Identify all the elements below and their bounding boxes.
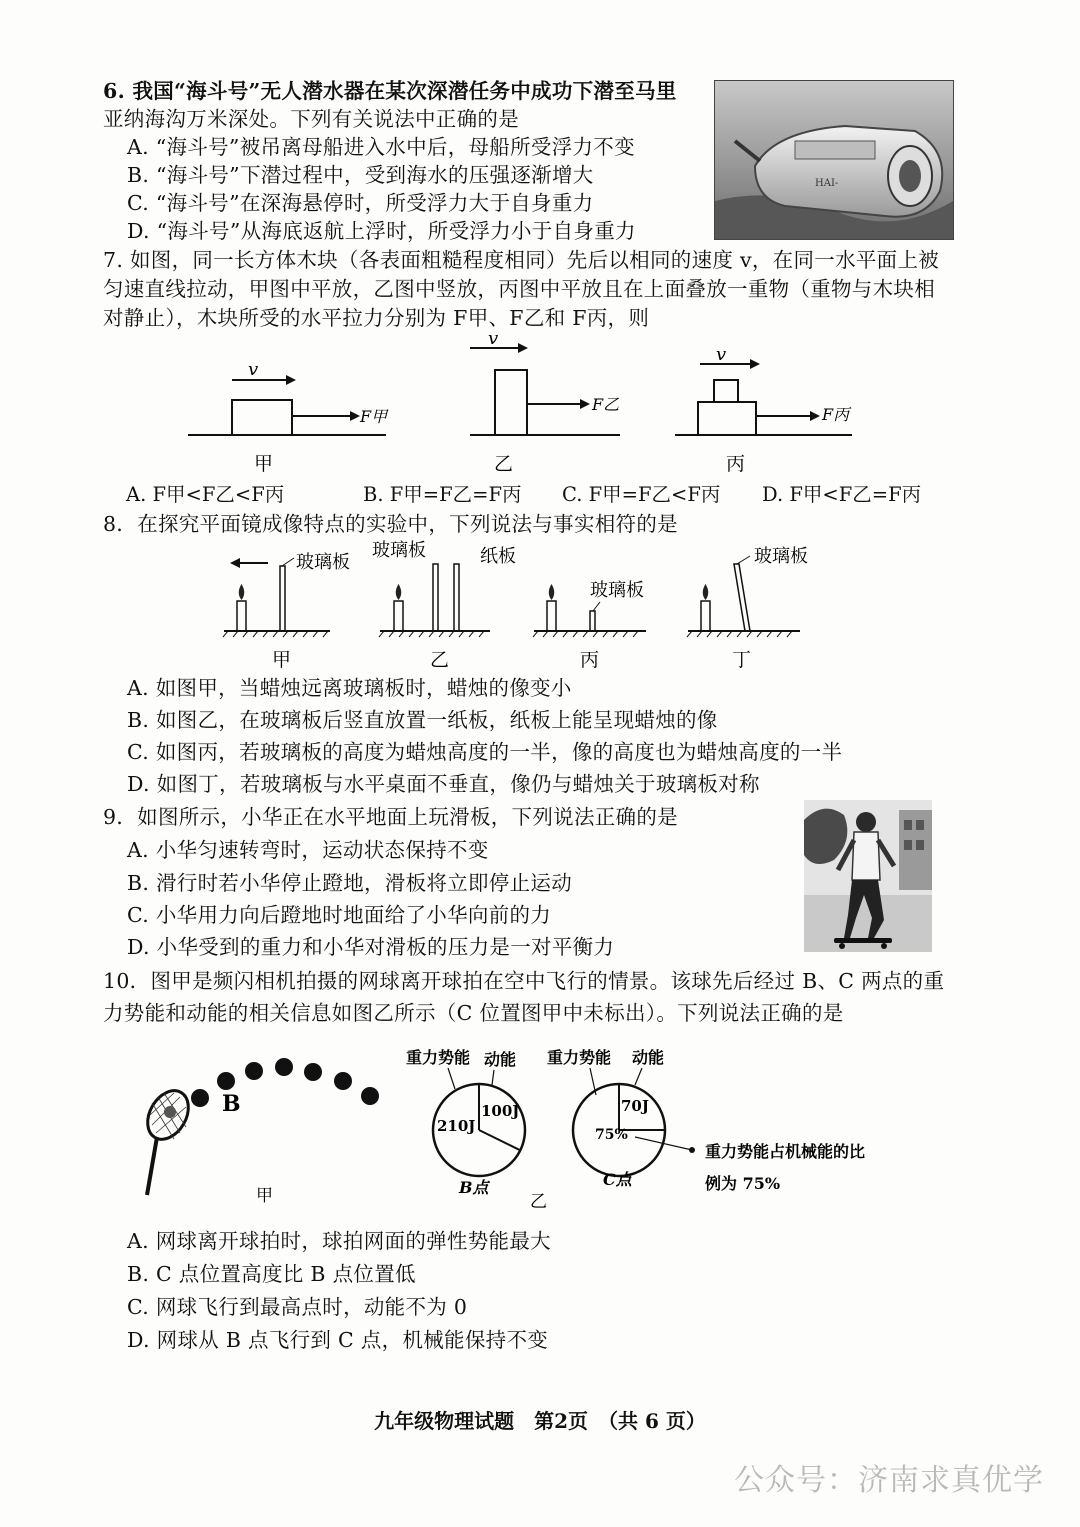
pie-c-ke-value: 70J	[621, 1097, 649, 1115]
q6-option-a: A. “海斗号”被吊离母船进入水中后，母船所受浮力不变	[127, 135, 635, 159]
pie-b-slice-potential-energy	[479, 1130, 520, 1150]
q9-option-d: D. 小华受到的重力和小华对滑板的压力是一对平衡力	[127, 935, 615, 959]
q7-option-a: A. F甲<F乙<F丙	[126, 483, 285, 506]
q7-stem-line1: 7. 如图，同一长方体木块（各表面粗糙程度相同）先后以相同的速度 v，在同一水平面上被	[103, 248, 940, 272]
q10-label-jia: 甲	[256, 1186, 273, 1206]
q10-option-a: A. 网球离开球拍时，球拍网面的弹性势能最大	[127, 1229, 551, 1253]
mirror-diagram-ding	[687, 546, 808, 671]
submersible-photo	[714, 80, 954, 240]
page-footer: 九年级物理试题 第2页 （共 6 页）	[374, 1409, 706, 1433]
q9-option-b: B. 滑行时若小华停止蹬地，滑板将立即停止运动	[127, 871, 572, 895]
q7-option-b: B. F甲=F乙=F丙	[363, 483, 522, 506]
q6-stem-line1: 6. 我国“海斗号”无人潜水器在某次深潜任务中成功下潜至马里	[103, 79, 677, 103]
skateboard-photo	[804, 800, 932, 952]
q8-stem: 8．在探究平面镜成像特点的实验中，下列说法与事实相符的是	[103, 512, 678, 536]
q7-stem-line2: 匀速直线拉动，甲图中平放，乙图中竖放，丙图中平放且在上面叠放一重物（重物与木块相	[103, 277, 935, 301]
q7-force-yi: F乙	[592, 395, 620, 414]
pie-b-title: B点	[459, 1178, 489, 1197]
q7-force-bing: F丙	[822, 405, 850, 424]
q9-option-c: C. 小华用力向后蹬地时地面给了小华向前的力	[127, 903, 552, 927]
pie-c-pe-value: 75%	[595, 1127, 628, 1143]
q7-figure	[180, 330, 900, 480]
block-stacked-diagram	[675, 344, 852, 475]
q9-stem: 9．如图所示，小华正在水平地面上玩滑板，下列说法正确的是	[103, 805, 678, 829]
q7-stem-line3: 对静止），木块所受的水平拉力分别为 F甲、F乙和 F丙，则	[103, 306, 650, 330]
tennis-balls	[191, 1058, 379, 1107]
q7-label-bing: 丙	[726, 453, 746, 475]
svg-text:丙: 丙	[580, 649, 600, 671]
q8-option-d: D. 如图丁，若玻璃板与水平桌面不垂直，像仍与蜡烛关于玻璃板对称	[127, 772, 760, 796]
q10-label-yi: 乙	[530, 1192, 547, 1212]
svg-text:HAI-: HAI-	[815, 178, 839, 189]
q6-option-c: C. “海斗号”在深海悬停时，所受浮力大于自身重力	[127, 191, 594, 215]
q8-option-c: C. 如图丙，若玻璃板的高度为蜡烛高度的一半，像的高度也为蜡烛高度的一半	[127, 740, 843, 764]
q9-option-a: A. 小华匀速转弯时，运动状态保持不变	[127, 838, 489, 862]
pie-c-pe-label: 重力势能	[547, 1048, 612, 1067]
point-b-label: B	[222, 1091, 241, 1117]
tennis-racket-icon	[139, 1083, 196, 1195]
watermark: 公众号：济南求真优学	[734, 1463, 1044, 1498]
q10-stem-line2: 力势能和动能的相关信息如图乙所示（C 位置图甲中未标出）。下列说法正确的是	[103, 1001, 844, 1025]
q6-stem-line2: 亚纳海沟万米深处。下列有关说法中正确的是	[103, 107, 519, 131]
pie-c-title: C点	[603, 1170, 632, 1189]
q8-yi-board-label: 纸板	[480, 546, 516, 567]
q8-option-a: A. 如图甲，当蜡烛远离玻璃板时，蜡烛的像变小	[127, 676, 572, 700]
q7-option-c: C. F甲=F乙<F丙	[562, 483, 721, 506]
svg-text:v: v	[716, 344, 727, 365]
q6-option-b: B. “海斗号”下潜过程中，受到海水的压强逐渐增大	[127, 163, 594, 187]
mirror-diagram-bing	[533, 580, 646, 671]
q6-option-d: D. “海斗号”从海底返航上浮时，所受浮力小于自身重力	[127, 219, 636, 243]
pie-chart-b	[406, 1048, 525, 1197]
q8-yi-glass-label: 玻璃板	[372, 540, 426, 561]
mirror-diagram-yi	[372, 540, 516, 671]
block-upright-diagram	[470, 330, 620, 475]
svg-text:甲: 甲	[272, 649, 292, 671]
svg-text:乙: 乙	[430, 649, 450, 671]
svg-text:v: v	[488, 330, 499, 349]
q7-v-label: v	[248, 359, 259, 380]
svg-text:丁: 丁	[732, 649, 752, 671]
pie-b-ke-value: 100J	[481, 1102, 520, 1120]
q10-stem-line1: 10．图甲是频闪相机拍摄的网球离开球拍在空中飞行的情景。该球先后经过 B、C 两点的重	[103, 969, 945, 993]
pie-chart-c	[547, 1048, 695, 1189]
q10-option-c: C. 网球飞行到最高点时，动能不为 0	[127, 1295, 468, 1319]
q7-label-jia: 甲	[254, 453, 274, 475]
pie-c-note-line2: 例为 75%	[705, 1174, 781, 1193]
q8-bing-glass-label: 玻璃板	[590, 580, 644, 601]
pie-b-pe-label: 重力势能	[406, 1048, 471, 1067]
q7-option-d: D. F甲<F乙=F丙	[762, 483, 922, 506]
pie-c-note-line1: 重力势能占机械能的比	[705, 1142, 866, 1161]
q7-label-yi: 乙	[494, 453, 514, 475]
q8-figure	[218, 536, 818, 676]
mirror-diagram-jia	[223, 552, 350, 671]
pie-b-pe-value: 210J	[437, 1117, 476, 1135]
pie-b-ke-label: 动能	[484, 1050, 517, 1069]
q7-force-jia: F甲	[360, 407, 388, 426]
q8-jia-glass-label: 玻璃板	[296, 552, 350, 573]
block-flat-diagram	[188, 359, 389, 475]
q10-figure	[130, 1035, 930, 1215]
q10-option-d: D. 网球从 B 点飞行到 C 点，机械能保持不变	[127, 1328, 549, 1352]
q8-option-b: B. 如图乙，在玻璃板后竖直放置一纸板，纸板上能呈现蜡烛的像	[127, 708, 718, 732]
q10-option-b: B. C 点位置高度比 B 点位置低	[127, 1262, 416, 1286]
q8-ding-glass-label: 玻璃板	[754, 546, 808, 567]
pie-c-ke-label: 动能	[632, 1048, 665, 1067]
